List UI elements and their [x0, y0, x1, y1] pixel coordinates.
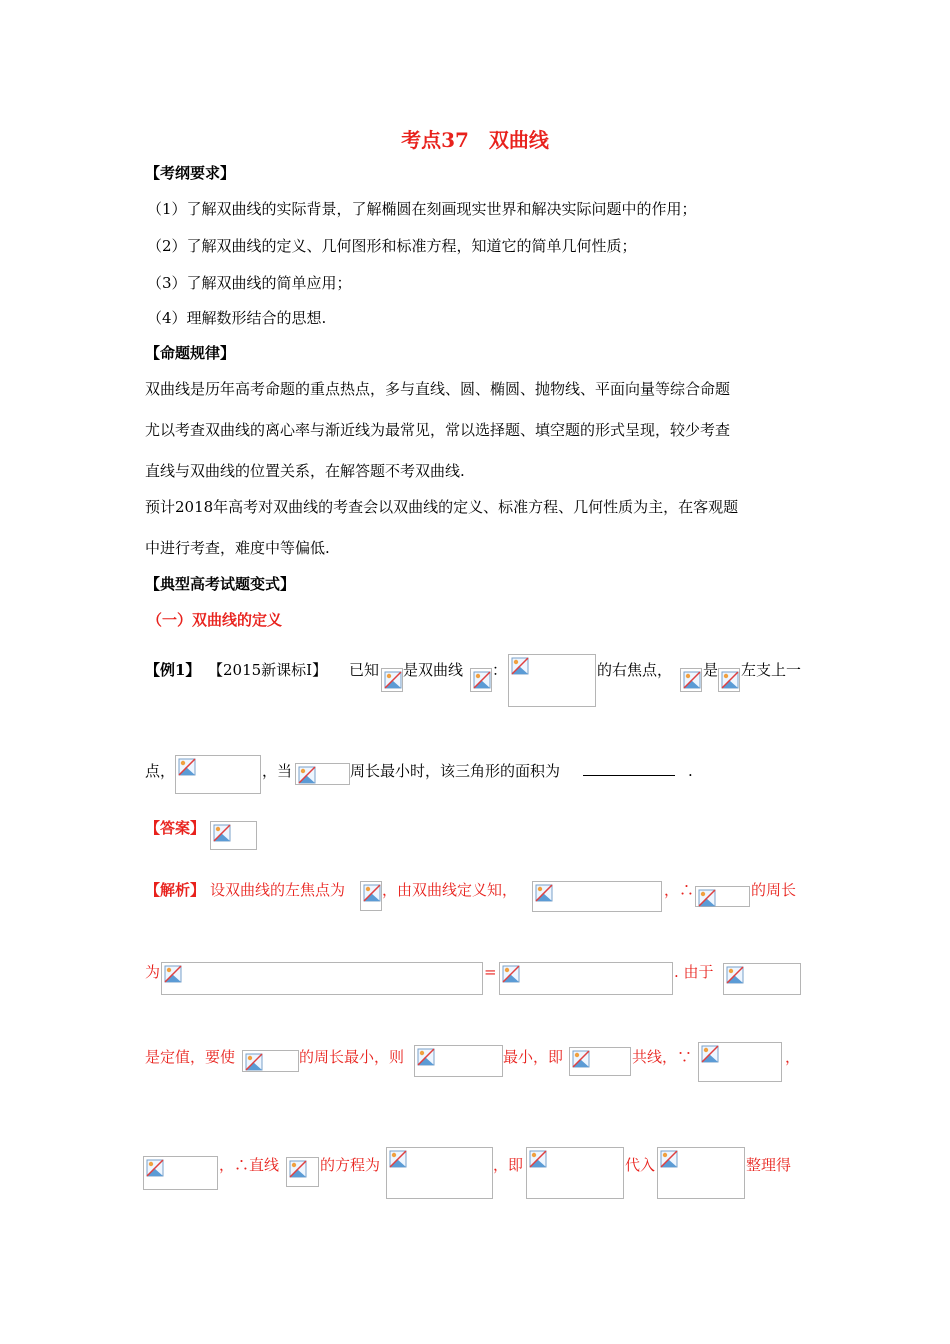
analysis-text: = — [484, 963, 497, 981]
formula-image-placeholder — [526, 1147, 624, 1199]
analysis-text: ，∴ — [664, 881, 695, 899]
mingti-line-4: 预计2018年高考对双曲线的考查会以双曲线的定义、标准方程、几何性质为主，在客观题 — [145, 498, 739, 516]
broken-image-icon — [384, 671, 402, 689]
example-source: 【2015新课标Ⅰ】 — [208, 661, 328, 679]
example-text: ，当 — [262, 762, 293, 780]
answer-label: 【答案】 — [145, 819, 206, 837]
mingti-line-2: 尤以考查双曲线的离心率与渐近线为最常见，常以选择题、填空题的形式呈现，较少考查 — [145, 421, 731, 439]
formula-image-placeholder — [698, 1042, 782, 1082]
broken-image-icon — [213, 824, 231, 842]
broken-image-icon — [389, 1150, 407, 1168]
analysis-text: ，∴直线 — [219, 1156, 280, 1174]
formula-image-placeholder — [161, 962, 483, 995]
broken-image-icon — [721, 671, 739, 689]
formula-image-placeholder — [532, 881, 662, 912]
kaogang-item-4: （4）理解数形结合的思想. — [147, 309, 327, 327]
example-text: 点， — [145, 762, 176, 780]
analysis-text: 是定值，要使 — [145, 1048, 236, 1066]
mingti-line-5: 中进行考查，难度中等偏低. — [145, 539, 330, 557]
kaogang-item-3: （3）了解双曲线的简单应用； — [147, 274, 352, 292]
formula-image-placeholder — [175, 755, 261, 794]
example-text: 是双曲线 — [403, 661, 464, 679]
analysis-text: 的方程为 — [320, 1156, 381, 1174]
broken-image-icon — [511, 657, 529, 675]
formula-image-placeholder — [499, 962, 673, 995]
analysis-text: 的周长最小，则 — [299, 1048, 405, 1066]
formula-image-placeholder — [143, 1156, 218, 1190]
broken-image-icon — [146, 1159, 164, 1177]
formula-image-placeholder — [680, 668, 702, 692]
broken-image-icon — [363, 884, 381, 902]
analysis-text: ， — [785, 1048, 801, 1066]
formula-image-placeholder — [569, 1047, 631, 1076]
answer-blank — [583, 760, 675, 782]
analysis-text: 整理得 — [746, 1156, 792, 1174]
formula-image-placeholder — [286, 1157, 319, 1187]
analysis-text: ，由双曲线定义知， — [382, 881, 518, 899]
analysis-text: 的周长 — [751, 881, 797, 899]
broken-image-icon — [245, 1053, 263, 1071]
broken-image-icon — [473, 671, 491, 689]
broken-image-icon — [701, 1045, 719, 1063]
subsection-definition-heading: （一）双曲线的定义 — [147, 611, 283, 629]
analysis-text: 设双曲线的左焦点为 — [210, 881, 346, 899]
section-mingti-heading: 【命题规律】 — [145, 344, 236, 362]
broken-image-icon — [289, 1160, 307, 1178]
formula-image-placeholder — [414, 1045, 503, 1077]
formula-image-placeholder — [695, 886, 750, 907]
kaogang-item-2: （2）了解双曲线的定义、几何图形和标准方程，知道它的简单几何性质； — [147, 237, 637, 255]
formula-image-placeholder — [210, 821, 257, 850]
example-text: 是 — [703, 661, 719, 679]
example-text: ： — [492, 661, 508, 679]
formula-image-placeholder — [360, 881, 382, 911]
mingti-line-1: 双曲线是历年高考命题的重点热点，多与直线、圆、椭圆、抛物线、平面向量等综合命题 — [145, 380, 731, 398]
analysis-text: 代入 — [625, 1156, 656, 1174]
broken-image-icon — [502, 965, 520, 983]
mingti-line-3: 直线与双曲线的位置关系，在解答题不考双曲线. — [145, 462, 465, 480]
analysis-text: ，即 — [493, 1156, 524, 1174]
example-text: 已知 — [349, 661, 380, 679]
formula-image-placeholder — [508, 654, 596, 707]
broken-image-icon — [178, 758, 196, 776]
example-text: 周长最小时，该三角形的面积为 — [350, 762, 561, 780]
answer-blank-line — [583, 761, 675, 776]
formula-image-placeholder — [381, 668, 403, 692]
section-dianxing-heading: 【典型高考试题变式】 — [145, 575, 296, 593]
formula-image-placeholder — [470, 668, 492, 692]
broken-image-icon — [683, 671, 701, 689]
broken-image-icon — [698, 889, 716, 907]
broken-image-icon — [572, 1050, 590, 1068]
example-label: 【例1】 — [145, 661, 201, 679]
analysis-text: 为 — [145, 963, 161, 981]
page-title: 考点37 双曲线 — [401, 128, 549, 152]
analysis-text: 最小，即 — [503, 1048, 564, 1066]
broken-image-icon — [726, 966, 744, 984]
broken-image-icon — [164, 965, 182, 983]
broken-image-icon — [529, 1150, 547, 1168]
example-text: 的右焦点， — [597, 661, 673, 679]
analysis-text: . 由于 — [674, 963, 714, 981]
broken-image-icon — [298, 766, 316, 784]
formula-image-placeholder — [242, 1050, 299, 1072]
example-text: 左支上一 — [741, 661, 802, 679]
formula-image-placeholder — [718, 668, 740, 692]
example-text: . — [688, 762, 693, 780]
broken-image-icon — [535, 884, 553, 902]
formula-image-placeholder — [723, 963, 801, 995]
broken-image-icon — [660, 1150, 678, 1168]
formula-image-placeholder — [386, 1147, 493, 1199]
section-kaogang-heading: 【考纲要求】 — [145, 164, 236, 182]
analysis-label: 【解析】 — [145, 881, 206, 899]
formula-image-placeholder — [295, 763, 350, 785]
broken-image-icon — [417, 1048, 435, 1066]
analysis-text: 共线，∵ — [632, 1048, 693, 1066]
kaogang-item-1: （1）了解双曲线的实际背景，了解椭圆在刻画现实世界和解决实际问题中的作用； — [147, 200, 697, 218]
formula-image-placeholder — [657, 1147, 745, 1199]
